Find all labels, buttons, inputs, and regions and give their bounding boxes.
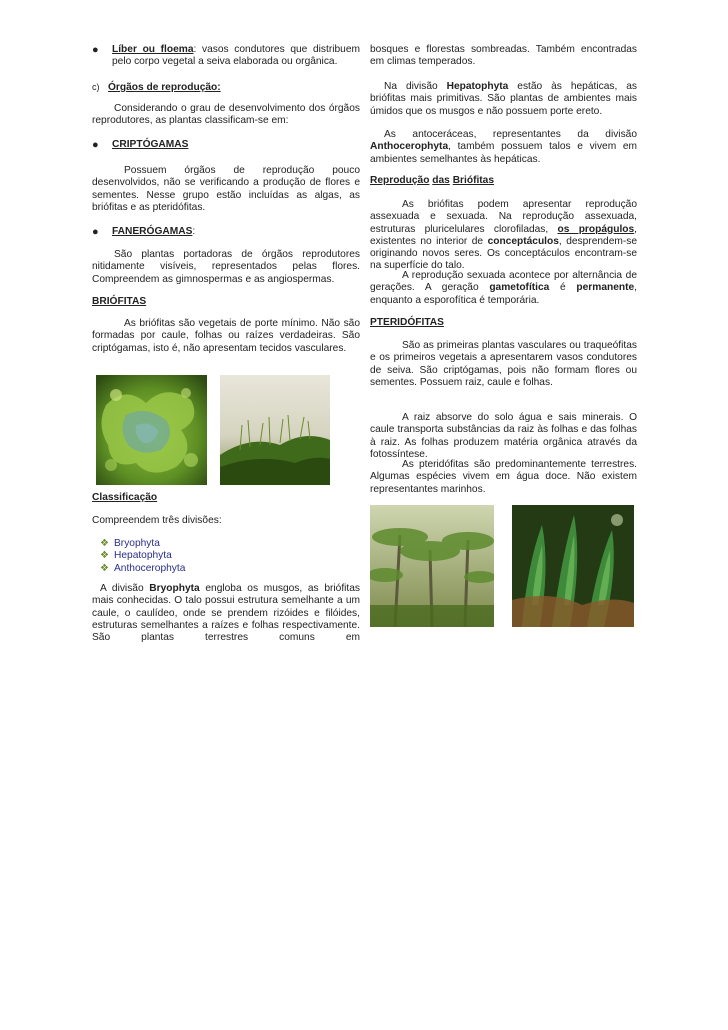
- section-c-marker: c): [92, 82, 100, 92]
- divisions-list: [100, 538, 300, 575]
- criptogamas-paragraph: Possuem órgãos de reprodução pouco desenvolvidos, não se verificando a produção de flores e sementes. Nesse grupo estão incluídas as algas, as briófitas e as pteridófitas.: [92, 165, 360, 213]
- bryophyta-paragraph: A divisão Bryophyta engloba os musgos, as briófitas mais conhecidas. O talo possui estrutura semelhante a um caule, o caulídeo, onde se prendem rizóides e filóides, estruturas semelhantes a raízes e folhas respectivamente. São plantas terrestres comuns em: [92, 583, 360, 644]
- list-item: [100, 538, 300, 550]
- hepatophyta-paragraph: Na divisão Hepatophyta estão às hepáticas, as briófitas mais primitivas. São plantas de ambientes mais úmidos que os musgos e não possuem porte ereto.: [370, 81, 637, 117]
- fern-fronds-photo: [512, 505, 634, 627]
- pteridofitas-heading: PTERIDÓFITAS: [370, 317, 444, 328]
- classificacao-intro: Compreendem três divisões:: [92, 515, 222, 526]
- tree-fern-forest-photo: [370, 505, 494, 627]
- briofitas-heading: BRIÓFITAS: [92, 296, 147, 307]
- criptogamas-title: CRIPTÓGAMAS: [112, 139, 189, 150]
- considerando-paragraph: Considerando o grau de desenvolvimento dos órgãos reprodutores, as plantas classificam-se em:: [92, 103, 360, 127]
- liber-text: : vasos condutores que distribuem pelo corpo vegetal a seiva elaborada ou orgânica.: [112, 44, 360, 68]
- bosques-paragraph: bosques e florestas sombreadas. Também encontradas em climas temperados.: [370, 44, 637, 68]
- document-page: ● Líber ou floema: vasos condutores que distribuem pelo corpo vegetal a seiva elaborada ou orgânica. c) Órgãos de reprodução: Considerando o grau de desenvolvimento dos órgãos reprodutores, as plantas classificam-se em: ● CRIPTÓGAMAS Possuem órgãos de reprodução pouco desenvolvidos, não se verificando a produção de flores e sementes. Nesse grupo estão incluídas as algas, as briófitas e as pteridófitas. ● FANERÓGAMAS: São plantas portadoras de órgãos reprodutores nitidamente visíveis, representados pelas flores. Compreendem as gimnospermas e as angiospermas. BRIÓFITAS As briófitas são vegetais de porte mínimo. Não são formadas por caule, folhas ou raízes verdadeiras. São criptógamas, isto é, não apresentam tecidos vasculares. Classificação Compreendem três divisões: ❖ Bryophyta ❖ Hepatophyta ❖ Anthocerophyta A divisão Bryophyta engloba os musgos, as briófitas mais conhecidas. O talo possui estrutura semelhante a um caule, o caulídeo, onde se prendem rizóides e filóides, estruturas semelhantes a raízes e folhas respectivamente. São plantas terrestres comuns em bosques e florestas sombreadas. Também encontradas em climas temperados. Na divisão Hepatophyta estão às hepáticas, as briófitas mais primitivas. São plantas de ambientes mais úmidos que os musgos e não possuem porte ereto. As antoceráceas, representantes da divisão Anthocerophyta, também possuem talos e vivem em ambientes semelhantes às hepáticas. Reprodução das Briófitas As briófitas podem apresentar reprodução assexuada e sexuada. Na reprodução assexuada, estruturas pluricelulares clorofiladas, os propágulos, existentes no interior de conceptáculos, desprendem-se originando novos seres. Os conceptáculos encontram-se na superfície do talo. A reprodução sexuada acontece por alternância de gerações. A geração gametofítica é permanente, enquanto a esporofítica é temporária. PTERIDÓFITAS São as primeiras plantas vasculares ou traqueófitas e os primeiros vegetais a apresentarem vasos condutores de seiva. São criptógamas, pois não formam flores ou sementes. Possuem raiz, caule e folhas. A raiz absorve do solo água e sais minerais. O caule transporta substâncias da raiz às folhas e das folhas à raiz. As folhas produzem matéria orgânica através da fotossíntese. As pteridófitas são predominantemente terrestres. Algumas espécies vivem em água doce. Não existem representantes marinhos.: [92, 44, 638, 644]
- diamond-bullet-icon: ❖: [100, 550, 109, 562]
- reproducao-heading: Reprodução das Briófitas: [370, 175, 495, 186]
- bullet-dot-icon: ●: [92, 44, 99, 56]
- briofitas-paragraph: As briófitas são vegetais de porte mínimo. Não são formadas por caule, folhas ou raízes verdadeiras. São criptógamas, isto é, não apresentam tecidos vasculares.: [92, 318, 360, 354]
- anthocerophyta-paragraph: As antoceráceas, representantes da divisão Anthocerophyta, também possuem talos e vivem em ambientes semelhantes às hepáticas.: [370, 129, 637, 165]
- section-c-title: Órgãos de reprodução:: [108, 82, 221, 93]
- pteridofitas-paragraph-1: São as primeiras plantas vasculares ou traqueófitas e os primeiros vegetais a apresentarem vasos condutores de seiva. São criptógamas, pois não formam flores ou sementes. Possuem raiz, caule e folhas.: [370, 340, 637, 388]
- diamond-bullet-icon: ❖: [100, 562, 109, 574]
- moss-photo: [220, 375, 330, 485]
- reproducao-paragraph-2: A reprodução sexuada acontece por alternância de gerações. A geração gametofítica é permanente, enquanto a esporofítica é temporária.: [370, 270, 638, 306]
- bryophyta-name: Bryophyta: [149, 583, 200, 594]
- liber-term: Líber ou floema: [112, 44, 194, 55]
- pteridofitas-paragraph-2: A raiz absorve do solo água e sais minerais. O caule transporta substâncias da raiz às folhas e das folhas à raiz. As folhas produzem matéria orgânica através da fotossíntese.: [370, 412, 637, 460]
- list-item-label: Anthocerophyta: [114, 562, 186, 574]
- list-item: [100, 563, 300, 575]
- classificacao-heading: Classificação: [92, 492, 158, 503]
- section-c-heading: [92, 81, 360, 94]
- liverwort-photo: [96, 375, 207, 485]
- diamond-bullet-icon: ❖: [100, 538, 109, 549]
- fanerogamas-paragraph: São plantas portadoras de órgãos reprodutores nitidamente visíveis, representados pelas flores. Compreendem as gimnospermas e as angiospermas.: [92, 249, 360, 285]
- fanerogamas-title: FANERÓGAMAS: [112, 226, 193, 237]
- list-item-label: Hepatophyta: [114, 550, 172, 562]
- hepatophyta-name: Hepatophyta: [446, 81, 509, 92]
- bullet-dot-icon: ●: [92, 139, 99, 151]
- list-item-label: Bryophyta: [114, 538, 160, 549]
- anthocerophyta-name: Anthocerophyta: [370, 141, 449, 153]
- pteridofitas-paragraph-3: As pteridófitas são predominantemente terrestres. Algumas espécies vivem em água doce. Não existem representantes marinhos.: [370, 459, 637, 495]
- bullet-dot-icon: ●: [92, 226, 99, 238]
- reproducao-paragraph-1: As briófitas podem apresentar reprodução assexuada e sexuada. Na reprodução assexuada, estruturas pluricelulares clorofiladas, os propágulos, existentes no interior de conceptáculos, desprendem-se originando novos seres. Os conceptáculos encontram-se na superfície do talo.: [370, 199, 638, 272]
- list-item: [100, 550, 300, 562]
